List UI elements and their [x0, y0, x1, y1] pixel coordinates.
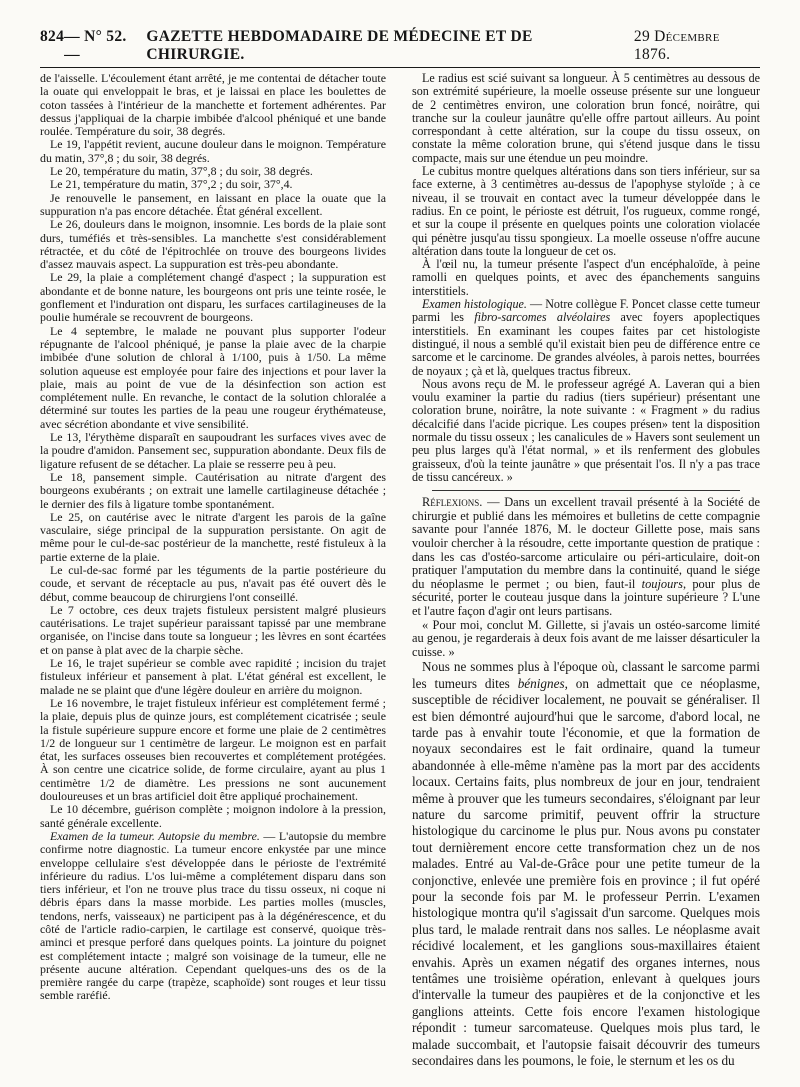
- paragraph-text: avec foyers apoplectiques interstitiels. En examinant les coupes faites par cet histologiste distingué, il nous a semblé qu'il existait bien peu de différence entre ce sarcome et le carcinome. De grandes alvéoles, à parois nettes, bourrées de noyaux ; çà et là, quelques tractus fibreux.: [412, 310, 760, 378]
- paragraph: Le 29, la plaie a complétement changé d'aspect ; la suppuration est abondante et de bonne nature, les bourgeons ont pris une teinte rosée, le gonflement et l'induration ont disparu, les surfaces cartilagineuses de la poulie humérale se recouvrent de bourgeons.: [40, 270, 386, 325]
- paragraph: Le cul-de-sac formé par les téguments de la partie postérieure du coude, et servant de réceptacle au pus, n'avait pas été ouvert dès le début, comme beaucoup de chirurgiens l'ont conseillé.: [40, 562, 386, 604]
- paragraph: Le radius est scié suivant sa longueur. À 5 centimètres au dessous de son extrémité supérieure, la moelle osseuse présente sur une longueur de 2 centimètres environ, une coloration brun foncé, noirâtre, qui tranche sur la couleur jaunâtre qu'elle offre partout ailleurs. Au point correspondant à cette altération, sur la coupe du tissu osseux, on constate la même coloration brune, qui s'étend jusque dans le tissu compacte, mais sur une étendue un peu moindre.: [412, 71, 760, 165]
- paragraph-text: — Dans un excellent travail présenté à la Société de chirurgie et publié dans les mémoires et bulletins de cette compagnie savante pour l'année 1876, M. le docteur Gillette pose, mais sans vouloir chercher à la résoudre, cette importante question de pratique : dans les cas d'ostéo-sarcome articulaire ou péri-articulaire, doit-on pratiquer l'amputation du membre dans la continuité, quand le siége du néoplasme le permet ; ou bien, faut-il: [412, 495, 760, 591]
- section-heading: Examen histologique.: [422, 297, 527, 312]
- paragraph: Le 19, l'appétit revient, aucune douleur dans le moignon. Température du matin, 37°,8 ; du soir, 38 degrés.: [40, 137, 386, 165]
- paragraph: [412, 298, 760, 378]
- paragraph: Le 26, douleurs dans le moignon, insomnie. Les bords de la plaie sont durs, tuméfiés et très-sensibles. La manchette s'est considérablement rétractée, et du côté de l'épitrochlée on trouve des bourgeons livides d'assez mauvais aspect. La suppuration est très-peu abondante.: [40, 217, 386, 272]
- paragraph-text: — L'autopsie du membre confirme notre diagnostic. La tumeur encore enkystée par une mince enveloppe cellulaire s'est développée dans le périoste de l'extrémité inférieure du radius. L'os lui-même a complétement disparu dans son tiers inférieur, et l'on ne trouve plus trace du tissu osseux, ni coque ni débris épars dans la masse morbide. Les parties molles (muscles, tendons, nerfs, vaisseaux) ne participent pas à la dégénérescence, et du côté de l'article radio-carpien, le cartilage est conservé, quoique très-aminci et presque perforé dans quelques points. La jointure du poignet est complétement intacte ; malgré son voisinage de la tumeur, elle ne présente aucune altération. Cependant quelques-uns des os de la première rangée du carpe (trapèze, scaphoïde) sont rouges et leur tissu semble raréfié.: [40, 828, 386, 1003]
- journal-title: GAZETTE HEBDOMADAIRE DE MÉDECINE ET DE CHIRURGIE.: [146, 28, 533, 63]
- issue-date: 29 Décembre 1876.: [633, 28, 720, 63]
- paragraph: Le 25, on cautérise avec le nitrate d'argent les parois de la gaîne vasculaire, siége principal de la suppuration persistante. On agit de même pour le cul-de-sac postérieur de la manchette, resté fistuleux à la partie externe de la plaie.: [40, 509, 386, 564]
- paragraph: Le 20, température du matin, 37°,8 ; du soir, 38 degrés.: [50, 164, 313, 179]
- paragraph: Le 21, température du matin, 37°,2 ; du soir, 37°,4.: [50, 177, 293, 192]
- text-columns: [40, 72, 760, 1069]
- issue-number: — N° 52. —: [64, 28, 127, 63]
- emphasis: bénignes: [517, 675, 565, 691]
- section-heading: Examen de la tumeur. Autopsie du membre.: [50, 828, 260, 843]
- page-number: 824: [40, 28, 65, 45]
- section-divider: [432, 490, 740, 491]
- paragraph-text: — Notre collègue F. Poncet classe cette tumeur parmi les: [412, 297, 761, 325]
- paragraph-text: , pour plus de sécurité, porter le couteau jusque dans la jointure supérieure ? L'une et l'autre façon d'agir ont leurs partisans.: [412, 576, 761, 618]
- paragraph: Le 16, le trajet supérieur se comble avec rapidité ; incision du trajet fistuleux inférieur et pansement à plat. L'état général est excellent, le malade ne se plaint que d'une légère douleur en arrière du moignon.: [40, 656, 386, 697]
- paragraph: Le cubitus montre quelques altérations dans son tiers inférieur, sur sa face externe, à 3 centimètres au-dessus de l'apophyse styloïde ; à ce niveau, il se trouvait en contact avec la tumeur développée dans le radius. En ce point, le périoste est détruit, l'os rugueux, comme rongé, et sur la coupe il présente en quelques points une coloration violacée qui pénètre jusqu'au tissu spongieux. La moelle osseuse n'offre aucune altération dans toute la longueur de cet os.: [412, 164, 760, 258]
- emphasis: toujours: [641, 576, 683, 591]
- paragraph: Le 4 septembre, le malade ne pouvant plus supporter l'odeur répugnante de l'alcool phéniqué, je panse la plaie avec de la charpie imbibée d'une solution de chloral à 1/100, puis à 1/50. La même solution aqueuse est employée pour faire des injections et pour laver la plaie, mais au point de vue de la désinfection son action est complétement nulle. En revanche, le contact de la solution chloralée a déterminé sur toutes les parties de la peau une rougeur érythémateuse, avec sécrétion abondante et vive sensibilité.: [40, 323, 386, 431]
- paragraph: À l'œil nu, la tumeur présente l'aspect d'un encéphaloïde, à peine ramolli en quelques points, et avec des épanchements sanguins interstitiels.: [412, 257, 760, 298]
- emphasis: fibro-sarcomes alvéolaires: [474, 310, 611, 325]
- paragraph: Le 13, l'érythème disparaît en saupoudrant les surfaces vives avec de la poudre d'amidon. Pansement sec, suppuration abondante. Deux fils de ligature refusent de se détacher. La plaie se resserre peu à peu.: [40, 430, 386, 471]
- page-header: [40, 28, 760, 68]
- paragraph: de l'aisselle. L'écoulement étant arrêté, je me contentai de détacher toute la ouate qui enveloppait le bras, et je laissai en place les boulettes de coton tassées à l'intérieur de la manchette et fortement adhérentes. Par dessus j'appliquai de la charpie imbibée d'alcool phéniqué et une bande roulée. Température du soir, 38 degrés.: [40, 71, 386, 139]
- paragraph-text: Nous ne sommes plus à l'époque où, classant le sarcome parmi les tumeurs dites: [412, 659, 760, 691]
- left-column: [40, 72, 386, 1069]
- paragraph: « Pour moi, conclut M. Gillette, si j'avais un ostéo-sarcome limité au genou, je regarderais à deux fois avant de me laisser désarticuler la cuisse. »: [412, 617, 760, 659]
- paragraph: Le 10 décembre, guérison complète ; moignon indolore à la pression, santé générale excellente.: [40, 802, 386, 830]
- section-heading: Réflexions.: [422, 495, 483, 510]
- paragraph: [412, 659, 760, 1069]
- paragraph: Le 16 novembre, le trajet fistuleux inférieur est complétement fermé ; la plaie, depuis plus de quinze jours, est complétement cicatrisée ; seule la fistule supérieure suppure encore et forme une plaie de 2 centimètres 1/2 de longueur sur 1 centimètre de largeur. Le moignon est en parfait état, les surfaces osseuses bien recouvertes et complétement protégées. À son centre une cicatrice solide, de forme circulaire, ayant au plus 1 centimètre 1/2 de diamètre. Les pressions ne sont aucunement douloureuses et un bras artificiel doit être appliqué prochainement.: [40, 695, 386, 804]
- paragraph: Je renouvelle le pansement, en laissant en place la ouate que la suppuration n'a pas encore détachée. État général excellent.: [40, 190, 386, 218]
- paragraph: Nous avons reçu de M. le professeur agrégé A. Laveran qui a bien voulu examiner la partie du radius (tiers supérieur) présentant une coloration brune, noirâtre, la note suivante : « Fragment » du radius décalcifié dans l'acide picrique. Les coupes présen» tent la disposition normale du tissu osseux ; les canalicules de » Havers sont seulement un peu plus larges qu'à l'état normal, » et ils renferment des globules graisseux, d'où la teinte jaunâtre » que présentait l'os. Il n'y a pas trace de tissu cancéreux. »: [412, 376, 760, 484]
- paragraph: [412, 496, 760, 618]
- paragraph-text: , on admettait que ce néoplasme, susceptible de récidiver localement, ne pouvait se généraliser. Il est bien démontré aujourd'hui que le sarcome, d'abord local, ne tarde pas à envahir toute l'économie, et que la formation de noyaux secondaires est le fait ordinaire, quand la tumeur abandonnée à elle-même n'amène pas la mort par des accidents locaux. Certains faits, plus nombreux de jour en jour, tendraient même à prouver que les tumeurs secondaires, s'éloignant par leur nature du sarcome primitif, peuvent offrir la structure histologique du carcinome le plus pur. Nous avons pu constater tout dernièrement encore cette transformation chez un de nos malades. Entré au Val-de-Grâce pour une petite tumeur de la conjonctive, enlevée une première fois en province ; il fut opéré pour la seconde fois par M. le professeur Perrin. L'examen histologique montra qu'il s'agissait d'un sarcome. Quelques mois plus tard, le malade rentrait dans nos salles. Le néoplasme avait récidivé localement, et les ganglions sous-maxillaires étaient envahis. Après un examen négatif des organes internes, nous tentâmes une troisième opération, enlevant à quelques jours d'intervalle la tumeur des paupières et de la conjonctive et les ganglions atteints. Cette fois encore l'examen histologique répondit : tumeur sarcomateuse. Quelques mois plus tard, le malade succombait, et l'autopsie faisait découvrir des tumeurs secondaires dans les poumons, le foie, le sternum et les os du: [412, 675, 760, 1069]
- paragraph: Le 7 octobre, ces deux trajets fistuleux persistent malgré plusieurs cautérisations. Le trajet supérieur paraissant tapissé par une membrane organisée, on l'incise dans toute sa longueur ; les lèvres en sont écartées et on panse à plat avec de la charpie sèche.: [40, 602, 386, 657]
- right-column: [412, 72, 760, 1069]
- paragraph: [40, 830, 386, 1003]
- paragraph: Le 18, pansement simple. Cautérisation au nitrate d'argent des bourgeons exubérants ; on extrait une lamelle cartilagineuse détachée ; le dernier des fils à ligature tombe spontanément.: [40, 469, 386, 511]
